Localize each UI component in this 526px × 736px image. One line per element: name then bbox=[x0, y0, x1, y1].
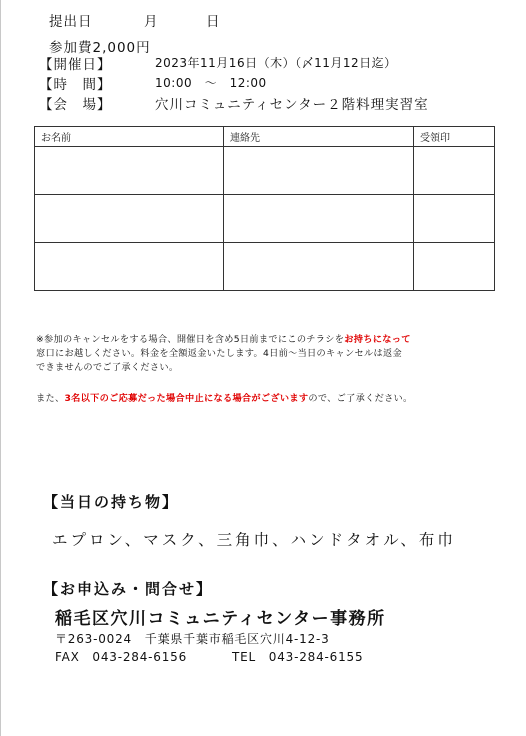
office-address: 〒263-0024 千葉県千葉市稲毛区穴川4-12-3 bbox=[55, 632, 330, 646]
notice-text: ※参加のキャンセルをする場合、開催日を含め5日前までにこのチラシを bbox=[36, 334, 345, 345]
event-time-label: 【時 間】 bbox=[39, 77, 112, 93]
tel-number: TEL 043-284-6155 bbox=[232, 650, 364, 664]
submission-date-label: 提出日 bbox=[49, 14, 93, 30]
registration-table bbox=[34, 126, 495, 291]
contact-heading: 【お申込み・問合せ】 bbox=[43, 580, 214, 598]
notice-highlight: お持ちになって bbox=[344, 334, 411, 345]
column-header-stamp: 受領印 bbox=[414, 127, 495, 147]
stamp-cell[interactable] bbox=[414, 195, 495, 243]
belongings-heading: 【当日の持ち物】 bbox=[43, 493, 180, 511]
table-header-row bbox=[35, 127, 495, 147]
table-row bbox=[35, 243, 495, 291]
office-name: 稲毛区穴川コミュニティセンター事務所 bbox=[55, 609, 386, 629]
fax-number: FAX 043-284-6156 bbox=[55, 650, 188, 664]
contact-cell[interactable] bbox=[224, 147, 414, 195]
submission-month-label: 月 bbox=[144, 14, 159, 30]
contact-cell[interactable] bbox=[224, 243, 414, 291]
cancellation-notice-line-3: できませんのでご了承ください。 bbox=[36, 362, 179, 373]
notice-text: ので、ご了承ください。 bbox=[308, 393, 413, 404]
submission-day-label: 日 bbox=[206, 14, 221, 30]
page-border bbox=[0, 0, 1, 736]
event-venue-label: 【会 場】 bbox=[39, 97, 112, 113]
event-venue-value: 穴川コミュニティセンター２階料理実習室 bbox=[155, 97, 429, 113]
cancellation-notice-line-2: 窓口にお越しください。料金を全額返金いたします。4日前～当日のキャンセルは返金 bbox=[36, 348, 402, 359]
minimum-participants-notice bbox=[36, 392, 413, 406]
cancellation-notice-line-1 bbox=[36, 333, 411, 347]
column-header-contact: 連絡先 bbox=[224, 127, 414, 147]
event-date-label: 【開催日】 bbox=[39, 57, 112, 73]
stamp-cell[interactable] bbox=[414, 243, 495, 291]
belongings-items: エプロン、マスク、三角巾、ハンドタオル、布巾 bbox=[52, 531, 456, 549]
event-time-value: 10:00 ～ 12:00 bbox=[155, 76, 267, 90]
notice-highlight: 3名以下のご応募だった場合中止になる場合がございます bbox=[64, 393, 309, 404]
notice-text: また、 bbox=[36, 393, 65, 404]
table-row bbox=[35, 195, 495, 243]
event-date-value: 2023年11月16日（木）（〆11月12日迄） bbox=[155, 56, 397, 70]
name-cell[interactable] bbox=[35, 243, 224, 291]
stamp-cell[interactable] bbox=[414, 147, 495, 195]
name-cell[interactable] bbox=[35, 195, 224, 243]
column-header-name: お名前 bbox=[35, 127, 224, 147]
participation-fee: 参加費2,000円 bbox=[49, 40, 151, 56]
name-cell[interactable] bbox=[35, 147, 224, 195]
contact-cell[interactable] bbox=[224, 195, 414, 243]
table-row bbox=[35, 147, 495, 195]
